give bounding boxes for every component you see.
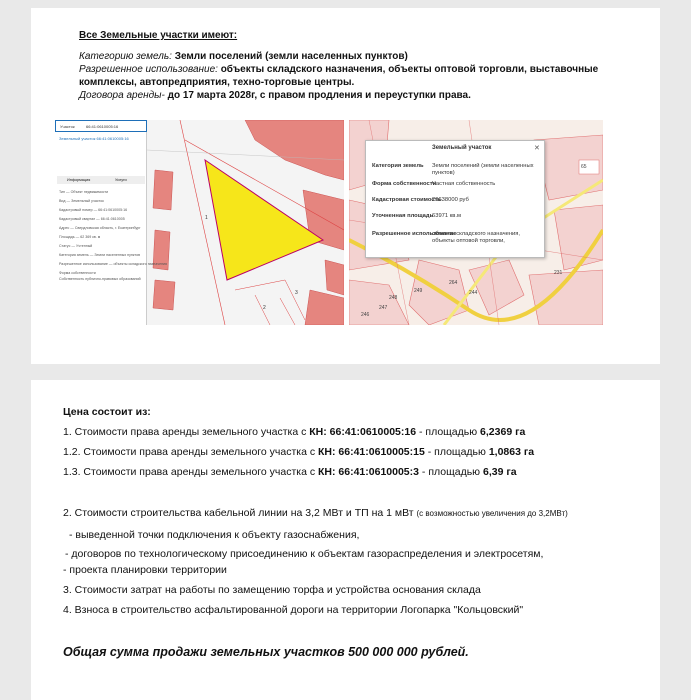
search-value: 66:41:0610005:16 xyxy=(86,124,119,129)
category-label: Категорию земель: xyxy=(79,51,172,62)
use-value-1: объекты складского назначения, объекты оптовой торговли, выставочные xyxy=(220,64,599,75)
lease-value: до 17 марта 2028г, с правом продления и переуступки права. xyxy=(167,90,471,101)
tab-services[interactable]: Услуги xyxy=(115,178,127,182)
popup-value: Частная собственность xyxy=(432,181,496,187)
map-number: 248 xyxy=(389,295,398,301)
search-label: Участок xyxy=(60,124,75,129)
info-row-value: Собственность публично-правовых образований xyxy=(59,277,141,281)
map-number: 244 xyxy=(469,290,478,296)
price-item-4: 4. Взноса в строительство асфальтированной дороги на территории Логопарка "Кольцовский" xyxy=(63,604,524,616)
close-icon[interactable]: ✕ xyxy=(534,145,540,152)
popup-title: Земельный участок xyxy=(432,145,492,151)
use-label: Разрешенное использование: xyxy=(79,64,218,75)
category-value: Земли поселений (земли населенных пунктов) xyxy=(174,51,408,62)
popup-value: 63971 кв.м xyxy=(432,213,461,219)
cadastral-map-right xyxy=(349,120,603,325)
parcel-info-panel xyxy=(55,120,168,325)
map-number: 247 xyxy=(379,305,388,311)
use-line xyxy=(79,63,598,76)
popup-key: Кадастровая стоимость xyxy=(372,197,441,203)
popup-value: объекты оптовой торговли, xyxy=(432,238,505,244)
use-value-2: комплексы, автопредприятия, техно-торговые центры. xyxy=(79,77,355,88)
price-item-2: 2. Стоимости строительства кабельной линии на 3,2 МВт и ТП на 1 мВт (с возможностью увеличения до 3,2МВт) xyxy=(63,507,568,519)
info-row: Кадастровый квартал — 66:41:0610005 xyxy=(59,217,125,221)
header-title: Все Земельные участки имеют: xyxy=(79,30,238,41)
map-label: 2 xyxy=(263,305,266,311)
map-label: 1 xyxy=(205,215,208,221)
info-row: Категория земель — Земли населенных пунктов xyxy=(59,253,141,257)
map-label: 3 xyxy=(295,290,298,296)
map-number: 264 xyxy=(449,280,458,286)
tabs xyxy=(57,176,145,184)
info-row: Тип — Объект недвижимости xyxy=(59,190,109,194)
info-row: Разрешенное использование — объекты складского назначения xyxy=(59,262,168,266)
map-number: 231 xyxy=(554,270,563,276)
sub-item: - проекта планировки территории xyxy=(63,564,227,576)
popup-value: пунктов) xyxy=(432,170,455,176)
parcel-popup xyxy=(365,140,545,258)
map-number: 246 xyxy=(361,312,370,318)
info-row: Кадастровый номер — 66:41:0610005:16 xyxy=(59,208,128,212)
popup-value: объекты складского назначения, xyxy=(432,231,521,237)
popup-key: Форма собственности xyxy=(372,181,437,187)
popup-key: Категория земель xyxy=(372,163,424,169)
document-page-2 xyxy=(31,380,660,700)
category-line xyxy=(79,50,408,63)
map-number: 249 xyxy=(414,288,423,294)
lease-line xyxy=(79,89,471,102)
price-heading: Цена состоит из: xyxy=(63,406,151,418)
sub-item: - договоров по технологическому присоединению к объектам газораспределения и электросетям, xyxy=(65,548,544,560)
price-item-3: 3. Стоимости затрат на работы по замещению торфа и устройства основания склада xyxy=(63,584,481,596)
popup-key: Разрешенное использование xyxy=(372,231,457,237)
search-box[interactable] xyxy=(55,120,147,132)
price-item: 1.3. Стоимости права аренды земельного участка с КН: 66:41:0610005:3 - площадью 6,39 га xyxy=(63,466,517,478)
parcel-title: Земельный участок 66:41:0610005:16 xyxy=(59,136,129,141)
popup-key: Уточненная площадь xyxy=(372,213,434,219)
info-row: Статус — Учтенный xyxy=(59,244,93,248)
document-page-1 xyxy=(31,8,660,364)
price-item: 1.2. Стоимости права аренды земельного участка с КН: 66:41:0610005:15 - площадью 1,0863 га xyxy=(63,446,535,458)
info-row: Вид — Земельный участок xyxy=(59,199,104,203)
lease-label: Договора аренды- xyxy=(79,90,165,101)
info-row: Адрес — Свердловская область, г. Екатеринбург xyxy=(59,226,141,230)
info-row: Форма собственности xyxy=(59,271,96,275)
popup-value: 29638000 руб xyxy=(432,197,469,203)
tab-info[interactable]: Информация xyxy=(67,178,91,182)
info-row: Площадь — 62 369 кв. м xyxy=(59,235,101,239)
price-item: 1. Стоимости права аренды земельного участка с КН: 66:41:0610005:16 - площадью 6,2369 га xyxy=(63,426,526,438)
popup-value: Земли поселений (земли населенных xyxy=(432,163,534,169)
sub-item: - выведенной точки подключения к объекту газоснабжения, xyxy=(69,529,360,541)
map-number: 65 xyxy=(581,164,587,170)
total-sum: Общая сумма продажи земельных участков 500 000 000 рублей. xyxy=(63,645,469,659)
cadastral-map-left xyxy=(55,120,344,325)
